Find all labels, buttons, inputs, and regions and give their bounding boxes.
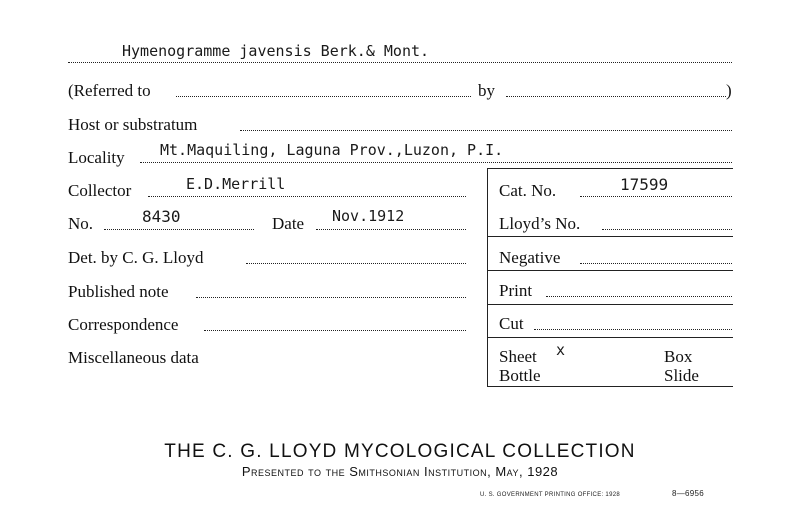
det-by-label: Det. by C. G. Lloyd — [68, 248, 204, 267]
species-name: Hymenogramme javensis Berk.& Mont. — [122, 42, 430, 60]
collector-value: E.D.Merrill — [186, 175, 286, 193]
right-box-top-border — [487, 168, 733, 169]
collection-title: THE C. G. LLOYD MYCOLOGICAL COLLECTION — [164, 441, 636, 462]
right-box-left-border — [487, 168, 488, 387]
close-paren: ) — [726, 81, 732, 100]
miscellaneous-label: Miscellaneous data — [68, 348, 199, 367]
negative-rule — [487, 270, 733, 271]
locality-value: Mt.Maquiling, Laguna Prov.,Luzon, P.I. — [160, 141, 504, 159]
by-label: by — [478, 81, 495, 100]
correspondence-field — [204, 330, 466, 331]
form-number: 8—6956 — [672, 489, 705, 498]
no-field — [104, 229, 254, 230]
correspondence-label: Correspondence — [68, 315, 179, 334]
host-label: Host or substratum — [68, 115, 198, 134]
cat-no-label: Cat. No. — [499, 181, 557, 200]
cut-label: Cut — [499, 314, 524, 333]
lloyds-no-rule — [487, 236, 733, 237]
cat-no-value: 17599 — [620, 175, 669, 194]
sheet-label: Sheet — [499, 347, 537, 366]
negative-label: Negative — [499, 248, 561, 267]
slide-label: Slide — [664, 366, 699, 385]
collector-label: Collector — [68, 181, 132, 200]
box-label: Box — [664, 347, 693, 366]
referred-to-field — [176, 96, 471, 97]
date-label: Date — [272, 214, 305, 233]
lloyds-no-label: Lloyd’s No. — [499, 214, 581, 233]
date-field — [316, 229, 466, 230]
no-value: 8430 — [142, 207, 181, 226]
host-field — [240, 130, 732, 131]
referred-to-label: (Referred to — [68, 81, 151, 100]
date-value: Nov.1912 — [332, 207, 405, 225]
species-dotted-line — [68, 62, 732, 63]
published-note-label: Published note — [68, 282, 169, 301]
right-box-bottom-border — [487, 386, 733, 387]
cat-no-field — [580, 196, 732, 197]
cut-field — [534, 329, 732, 330]
collector-field — [148, 196, 466, 197]
locality-label: Locality — [68, 148, 125, 167]
no-label: No. — [68, 214, 94, 233]
print-rule — [487, 304, 733, 305]
cut-rule — [487, 337, 733, 338]
det-by-field — [246, 263, 466, 264]
locality-field — [140, 162, 732, 163]
printing-office-imprint: U. S. GOVERNMENT PRINTING OFFICE: 1928 — [480, 492, 620, 498]
print-field — [546, 296, 732, 297]
print-label: Print — [499, 281, 533, 300]
collection-subtitle: Presented to the Smithsonian Institution, May, 1928 — [241, 464, 559, 479]
sheet-mark: x — [556, 341, 566, 359]
by-field — [506, 96, 726, 97]
published-note-field — [196, 297, 466, 298]
lloyds-no-field — [602, 229, 732, 230]
negative-field — [580, 263, 732, 264]
bottle-label: Bottle — [499, 366, 541, 385]
